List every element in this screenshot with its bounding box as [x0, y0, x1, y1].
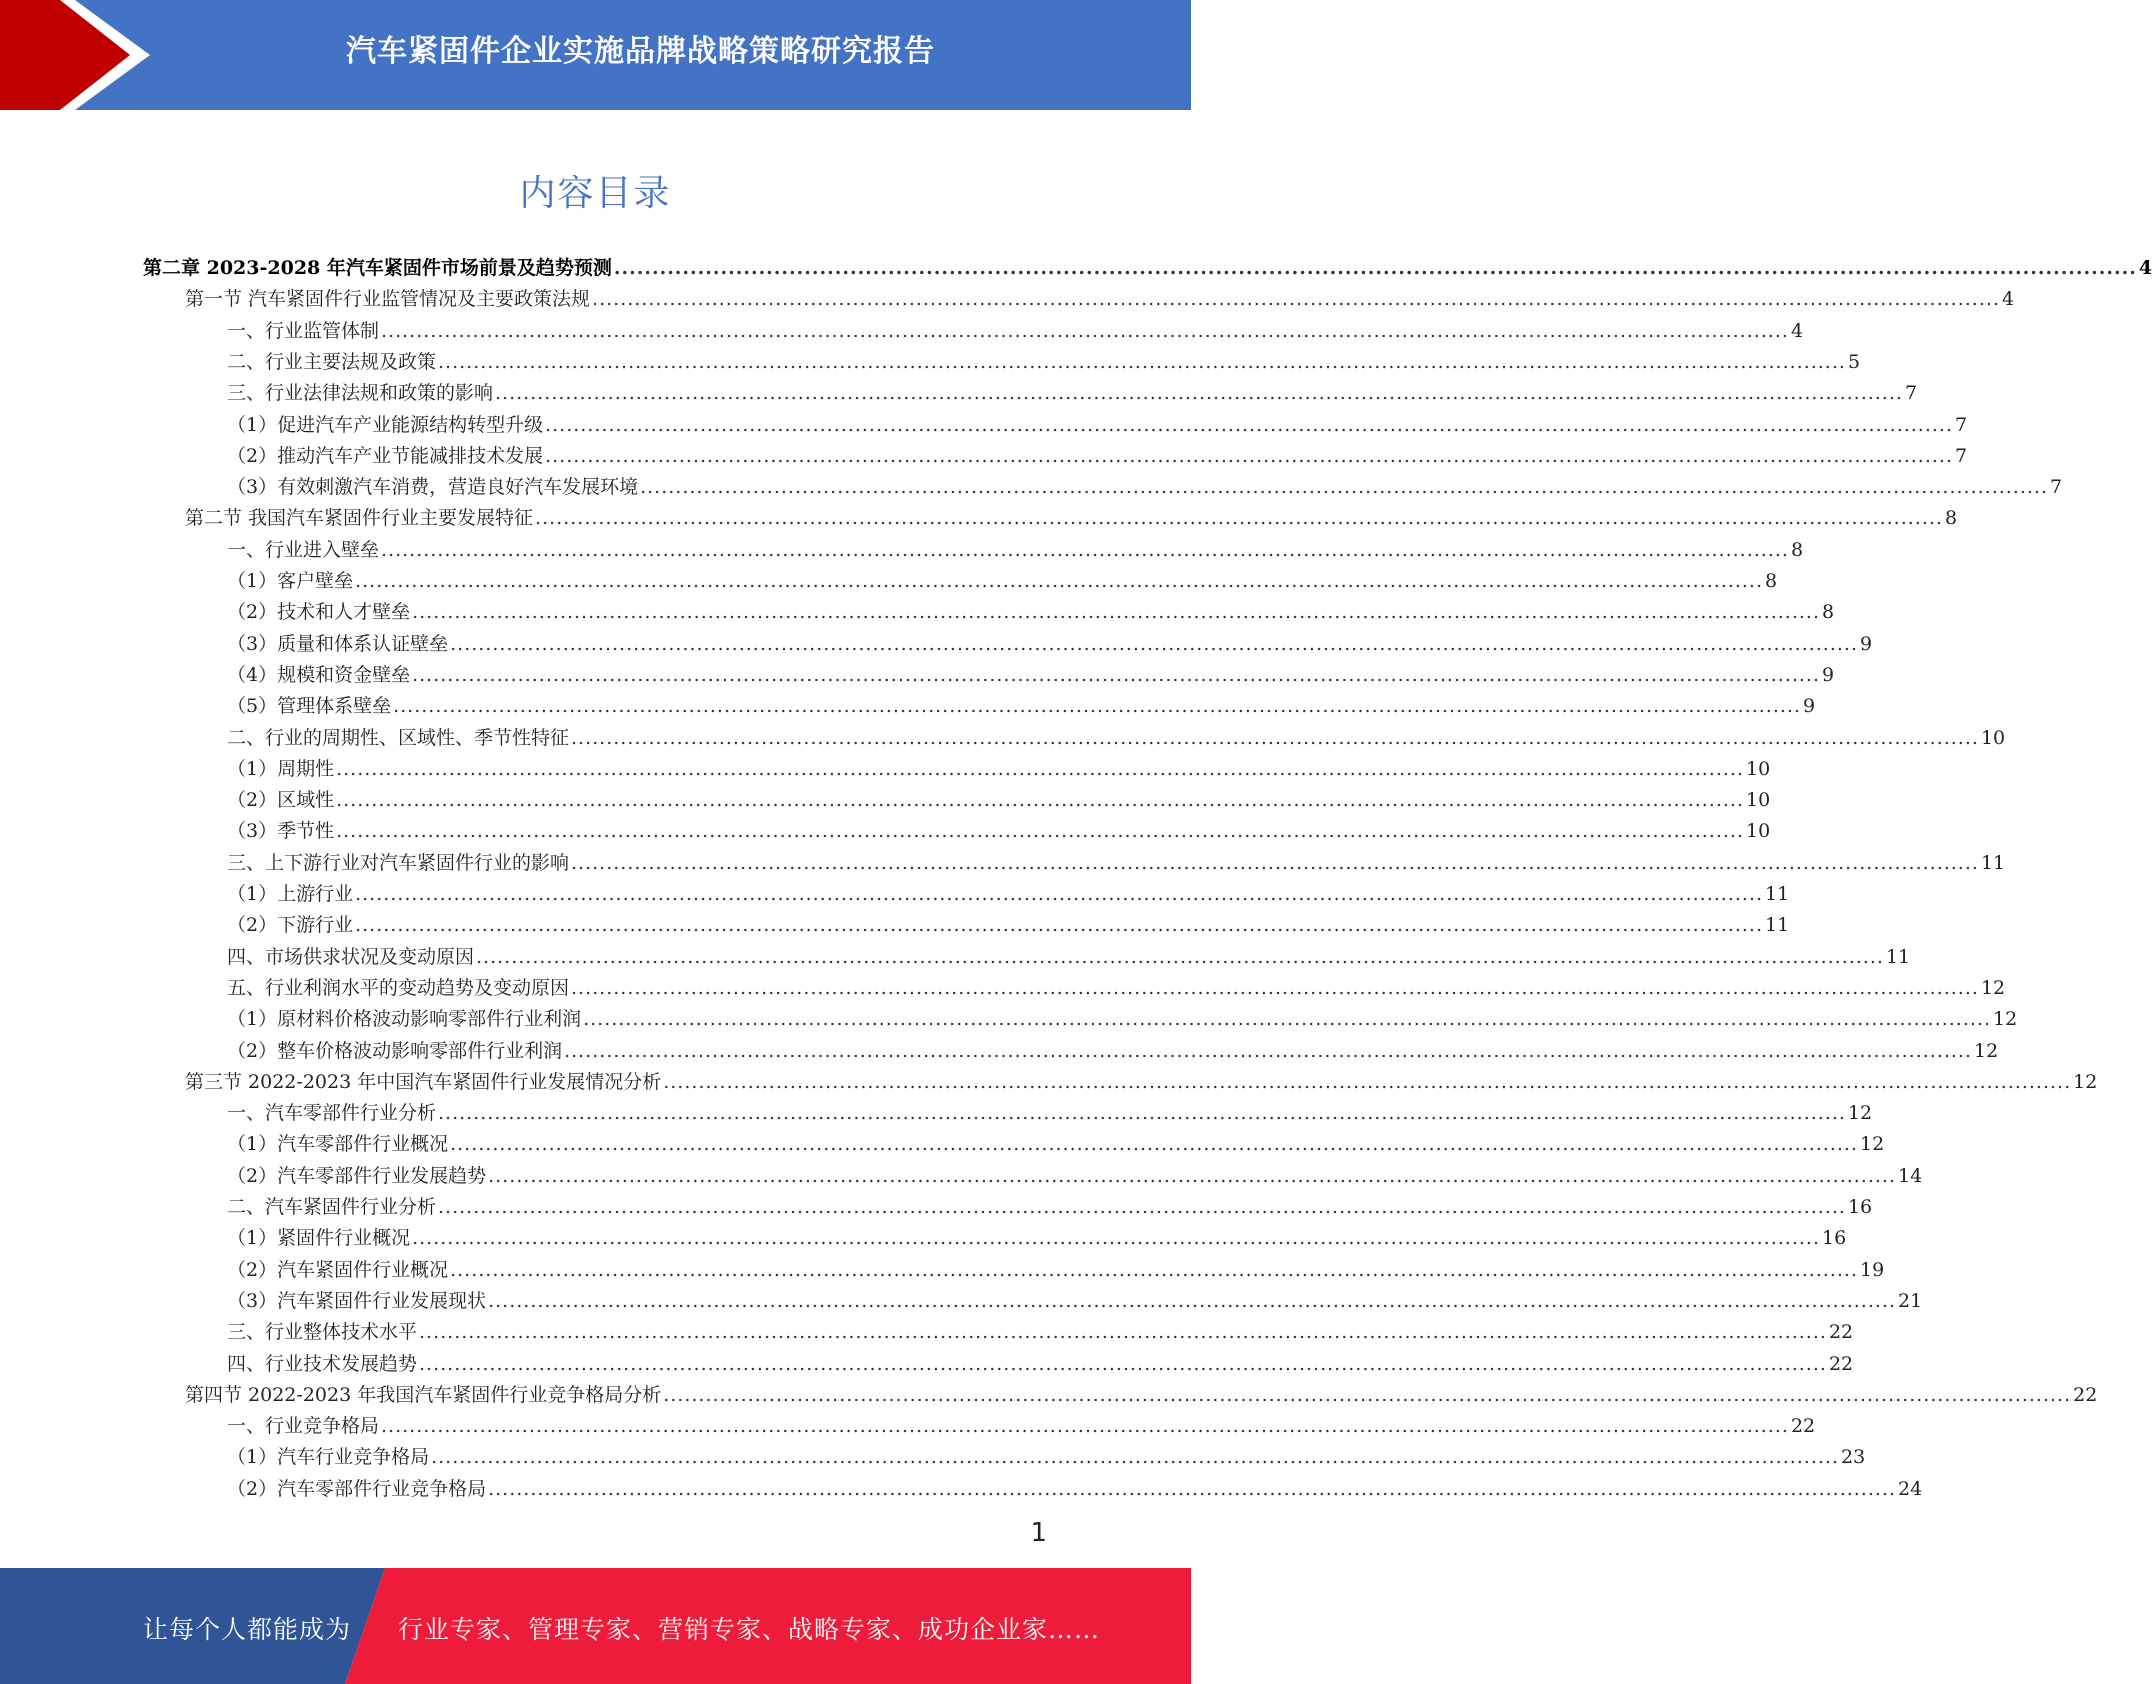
toc-entry-label: （2）区域性 [227, 789, 335, 811]
toc-dot-leader: ........................................................................................................................................................................................................ [488, 1165, 1897, 1187]
toc-entry-page: 12 [2073, 1071, 2098, 1093]
toc-entry-label: （5）管理体系壁垒 [227, 695, 392, 717]
toc-entry-label: （1）紧固件行业概况 [227, 1227, 411, 1249]
toc-entry-page: 14 [1898, 1165, 1923, 1187]
toc-entry-label: 二、汽车紧固件行业分析 [227, 1196, 437, 1218]
toc-entry-label: （1）周期性 [227, 758, 335, 780]
toc-dot-leader: ........................................................................................................................................................................................................ [438, 351, 1846, 373]
toc-dot-leader: ........................................................................................................................................................................................................ [336, 758, 1745, 780]
toc-entry[interactable] [227, 1286, 1923, 1317]
toc-entry-page: 8 [1822, 601, 1835, 623]
toc-dot-leader: ........................................................................................................................................................................................................ [583, 1008, 1992, 1030]
toc-entry-label: （4）规模和资金壁垒 [227, 664, 411, 686]
page-number: 1 [1030, 1518, 1047, 1548]
toc-entry-page: 5 [1847, 351, 1861, 373]
toc-entry-label: （1）原材料价格波动影响零部件行业利润 [227, 1008, 582, 1030]
toc-entry-page: 11 [1765, 914, 1790, 936]
toc-entry[interactable] [227, 1004, 2018, 1035]
toc-entry-page: 12 [1847, 1102, 1873, 1124]
toc-entry-page: 7 [1904, 382, 1918, 404]
toc-entry[interactable] [185, 1067, 2098, 1098]
header-arrow-icon [0, 0, 160, 110]
toc-entry-page: 12 [1980, 977, 2006, 999]
toc-entry-label: （2）技术和人才壁垒 [227, 601, 411, 623]
toc-entry[interactable] [227, 597, 1835, 628]
toc-entry-page: 23 [1841, 1446, 1866, 1468]
toc-entry-label: （3）季节性 [227, 820, 335, 842]
toc-entry-page: 11 [1980, 852, 2006, 874]
toc-entry-label: 五、行业利润水平的变动趋势及变动原因 [227, 977, 570, 999]
toc-entry-label: （1）上游行业 [227, 883, 354, 905]
toc-entry[interactable] [227, 785, 1771, 816]
toc-entry[interactable] [227, 378, 1918, 409]
toc-dot-leader: ........................................................................................................................................................................................................ [571, 727, 1979, 749]
toc-dot-leader: ........................................................................................................................................................................................................ [431, 1446, 1840, 1468]
toc-entry[interactable] [227, 973, 2006, 1004]
toc-dot-leader: ........................................................................................................................................................................................................ [412, 601, 1821, 623]
toc-dot-leader: ........................................................................................................................................................................................................ [545, 445, 1954, 467]
toc-entry-label: 第二节 我国汽车紧固件行业主要发展特征 [185, 507, 534, 529]
toc-entry-label: （1）促进汽车产业能源结构转型升级 [227, 414, 544, 436]
toc-entry[interactable] [227, 316, 1804, 347]
toc-entry-page: 11 [1765, 883, 1790, 905]
toc-entry[interactable] [185, 284, 2015, 315]
toc-entry[interactable] [227, 535, 1804, 566]
toc-entry-label: 四、市场供求状况及变动原因 [227, 946, 475, 968]
toc-entry-page: 11 [1885, 946, 1911, 968]
toc-entry-label: （1）汽车零部件行业概况 [227, 1133, 449, 1155]
toc-dot-leader: ........................................................................................................................................................................................................ [419, 1321, 1827, 1343]
toc-dot-leader: ........................................................................................................................................................................................................ [412, 1227, 1821, 1249]
toc-dot-leader: ........................................................................................................................................................................................................ [613, 257, 2137, 279]
toc-entry-label: （3）有效刺激汽车消费，营造良好汽车发展环境 [227, 476, 639, 498]
toc-entry-label: （1）客户壁垒 [227, 570, 354, 592]
toc-entry[interactable] [185, 503, 1958, 534]
toc-entry-page: 16 [1822, 1227, 1847, 1249]
toc-entry-page: 4 [1790, 320, 1804, 342]
toc-entry[interactable] [227, 1036, 1999, 1067]
toc-dot-leader: ........................................................................................................................................................................................................ [488, 1290, 1897, 1312]
toc-entry-page: 10 [1746, 820, 1771, 842]
toc-entry-label: 第四节 2022-2023 年我国汽车紧固件行业竞争格局分析 [185, 1384, 662, 1406]
toc-entry-label: 一、行业监管体制 [227, 320, 380, 342]
toc-entry-label: 一、行业进入壁垒 [227, 539, 380, 561]
toc-entry[interactable] [227, 1317, 1854, 1348]
toc-entry[interactable] [227, 410, 1968, 441]
toc-entry-page: 10 [1980, 727, 2006, 749]
toc-entry-label: 三、上下游行业对汽车紧固件行业的影响 [227, 852, 570, 874]
toc-dot-leader: ........................................................................................................................................................................................................ [663, 1071, 2072, 1093]
toc-entry[interactable] [185, 1380, 2098, 1411]
toc-entry[interactable] [227, 1223, 1847, 1254]
toc-entry[interactable] [143, 253, 2152, 284]
toc-entry-label: （1）汽车行业竞争格局 [227, 1446, 430, 1468]
toc-entry-label: 一、汽车零部件行业分析 [227, 1102, 437, 1124]
toc-dot-leader: ........................................................................................................................................................................................................ [412, 664, 1821, 686]
toc-entry-page: 12 [1993, 1008, 2018, 1030]
toc-entry-label: （2）整车价格波动影响零部件行业利润 [227, 1040, 563, 1062]
toc-dot-leader: ........................................................................................................................................................................................................ [393, 695, 1802, 717]
toc-entry-page: 24 [1898, 1478, 1923, 1500]
toc-entry-page: 8 [1790, 539, 1804, 561]
toc-entry[interactable] [227, 347, 1861, 378]
toc-dot-leader: ........................................................................................................................................................................................................ [571, 852, 1979, 874]
toc-entry[interactable] [227, 566, 1778, 597]
toc-entry[interactable] [227, 816, 1771, 847]
toc-dot-leader: ........................................................................................................................................................................................................ [355, 883, 1764, 905]
toc-dot-leader: ........................................................................................................................................................................................................ [381, 539, 1789, 561]
toc-entry-label: （3）质量和体系认证壁垒 [227, 633, 449, 655]
toc-entry-page: 7 [1955, 445, 1968, 467]
toc-dot-leader: ........................................................................................................................................................................................................ [438, 1196, 1846, 1218]
header-bar [0, 0, 1191, 110]
toc-entry-label: 第二章 2023-2028 年汽车紧固件市场前景及趋势预测 [143, 257, 612, 279]
toc-entry-label: （3）汽车紧固件行业发展现状 [227, 1290, 487, 1312]
toc-entry-page: 9 [1822, 664, 1835, 686]
toc-entry[interactable] [227, 1161, 1923, 1192]
toc-entry-page: 10 [1746, 758, 1771, 780]
toc-dot-leader: ........................................................................................................................................................................................................ [495, 382, 1903, 404]
toc-entry-label: 第一节 汽车紧固件行业监管情况及主要政策法规 [185, 288, 591, 310]
toc-entry-page: 8 [1765, 570, 1778, 592]
toc-entry-page: 9 [1803, 695, 1816, 717]
toc-dot-leader: ........................................................................................................................................................................................................ [450, 633, 1859, 655]
toc-dot-leader: ........................................................................................................................................................................................................ [663, 1384, 2072, 1406]
footer-banner [0, 1568, 1191, 1684]
toc-dot-leader: ........................................................................................................................................................................................................ [355, 914, 1764, 936]
toc-dot-leader: ........................................................................................................................................................................................................ [592, 288, 2000, 310]
toc-entry-label: 四、行业技术发展趋势 [227, 1353, 418, 1375]
toc-dot-leader: ........................................................................................................................................................................................................ [545, 414, 1954, 436]
toc-dot-leader: ........................................................................................................................................................................................................ [571, 977, 1979, 999]
toc-dot-leader: ........................................................................................................................................................................................................ [476, 946, 1884, 968]
toc-entry-page: 22 [1828, 1353, 1854, 1375]
toc-entry[interactable] [227, 1129, 1885, 1160]
toc-entry-page: 4 [2001, 288, 2015, 310]
toc-entry-page: 12 [1860, 1133, 1885, 1155]
toc-entry-label: 二、行业的周期性、区域性、季节性特征 [227, 727, 570, 749]
toc-entry[interactable] [227, 691, 1816, 722]
toc-entry-page: 10 [1746, 789, 1771, 811]
footer-slogan-right: 行业专家、管理专家、营销专家、战略专家、成功企业家…… [398, 1615, 1101, 1644]
toc-entry-page: 7 [1955, 414, 1968, 436]
toc-entry-label: （2）下游行业 [227, 914, 354, 936]
report-title: 汽车紧固件企业实施品牌战略策略研究报告 [346, 34, 935, 69]
toc-entry-label: 第三节 2022-2023 年中国汽车紧固件行业发展情况分析 [185, 1071, 662, 1093]
toc-entry-page: 8 [1944, 507, 1958, 529]
toc-entry-page: 22 [1790, 1415, 1816, 1437]
toc-entry-label: 三、行业法律法规和政策的影响 [227, 382, 494, 404]
footer-slogan-left: 让每个人都能成为 [143, 1615, 352, 1644]
toc-dot-leader: ........................................................................................................................................................................................................ [336, 789, 1745, 811]
toc-entry[interactable] [227, 1411, 1816, 1442]
toc-entry-label: （2）推动汽车产业节能减排技术发展 [227, 445, 544, 467]
toc-entry[interactable] [227, 441, 1968, 472]
toc-entry[interactable] [227, 629, 1873, 660]
toc-entry-page: 4 [2138, 257, 2152, 279]
toc-heading: 内容目录 [519, 173, 672, 214]
toc-dot-leader: ........................................................................................................................................................................................................ [488, 1478, 1897, 1500]
toc-entry[interactable] [227, 1442, 1866, 1473]
toc-entry[interactable] [227, 754, 1771, 785]
toc-dot-leader: ........................................................................................................................................................................................................ [564, 1040, 1973, 1062]
toc-entry[interactable] [227, 723, 2006, 754]
toc-entry-label: （2）汽车零部件行业竞争格局 [227, 1478, 487, 1500]
toc-entry[interactable] [227, 1255, 1885, 1286]
toc-dot-leader: ........................................................................................................................................................................................................ [381, 320, 1789, 342]
toc-entry-label: （2）汽车零部件行业发展趋势 [227, 1165, 487, 1187]
toc-entry[interactable] [227, 1349, 1854, 1380]
toc-dot-leader: ........................................................................................................................................................................................................ [355, 570, 1764, 592]
toc-entry[interactable] [227, 910, 1790, 941]
toc-entry[interactable] [227, 848, 2006, 879]
toc-dot-leader: ........................................................................................................................................................................................................ [336, 820, 1745, 842]
toc-dot-leader: ........................................................................................................................................................................................................ [419, 1353, 1827, 1375]
toc-entry-page: 9 [1860, 633, 1873, 655]
toc-dot-leader: ........................................................................................................................................................................................................ [450, 1133, 1859, 1155]
toc-entry-page: 7 [2050, 476, 2063, 498]
toc-entry-page: 12 [1974, 1040, 1999, 1062]
toc-entry[interactable] [227, 1474, 1923, 1505]
toc-entry[interactable] [227, 1192, 1873, 1223]
toc-entry-page: 22 [2073, 1384, 2098, 1406]
toc-entry-page: 22 [1828, 1321, 1854, 1343]
toc-dot-leader: ........................................................................................................................................................................................................ [640, 476, 2049, 498]
toc-dot-leader: ........................................................................................................................................................................................................ [381, 1415, 1789, 1437]
toc-entry[interactable] [227, 1098, 1873, 1129]
toc-entry-page: 19 [1860, 1259, 1885, 1281]
toc-entry-label: 一、行业竞争格局 [227, 1415, 380, 1437]
toc-dot-leader: ........................................................................................................................................................................................................ [438, 1102, 1846, 1124]
toc-entry-page: 21 [1898, 1290, 1923, 1312]
toc-entry-label: 二、行业主要法规及政策 [227, 351, 437, 373]
toc-entry-page: 16 [1847, 1196, 1873, 1218]
toc-entry[interactable] [227, 879, 1790, 910]
toc-entry[interactable] [227, 942, 1911, 973]
toc-entry-label: （2）汽车紧固件行业概况 [227, 1259, 449, 1281]
toc-dot-leader: ........................................................................................................................................................................................................ [450, 1259, 1859, 1281]
toc-entry-label: 三、行业整体技术水平 [227, 1321, 418, 1343]
toc-dot-leader: ........................................................................................................................................................................................................ [535, 507, 1943, 529]
toc-entry[interactable] [227, 472, 2063, 503]
toc-entry[interactable] [227, 660, 1835, 691]
